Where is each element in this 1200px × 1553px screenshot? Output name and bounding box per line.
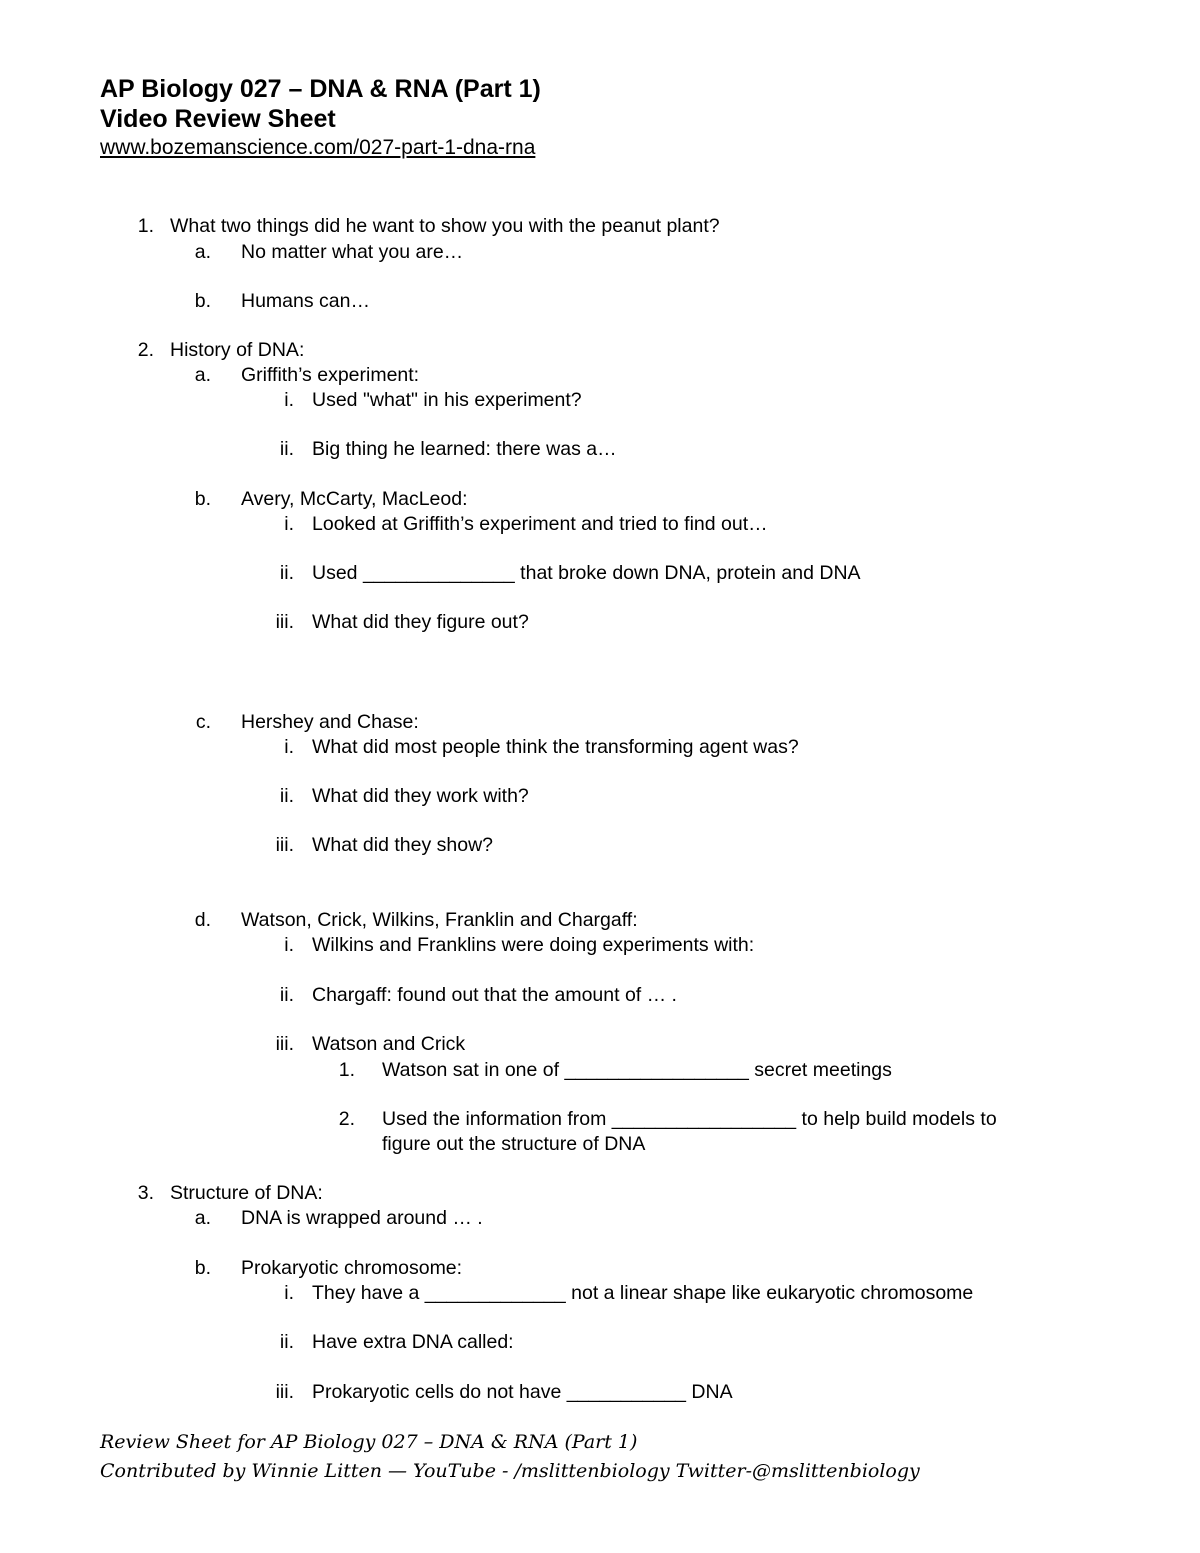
question-2d-ii: ii. Chargaff: found out that the amount of … .: [279, 984, 677, 1006]
question-3b-iii: iii. Prokaryotic cells do not have ___________ DNA: [275, 1381, 733, 1403]
footer-line-1: Review Sheet for AP Biology 027 – DNA & RNA (Part 1): [100, 1431, 638, 1453]
question-2d-iii-1: 1. Watson sat in one of _________________ secret meetings: [338, 1059, 892, 1081]
question-2c-iii: iii. What did they show?: [275, 834, 494, 856]
question-1b: b. Humans can…: [194, 290, 370, 312]
page-subtitle: Video Review Sheet: [100, 105, 336, 133]
question-2b: b. Avery, McCarty, MacLeod:: [194, 488, 468, 510]
question-2c-ii: ii. What did they work with?: [279, 785, 529, 807]
question-2b-iii: iii. What did they figure out?: [275, 611, 529, 633]
question-2d-i: i. Wilkins and Franklins were doing experiments with:: [284, 934, 755, 956]
question-2b-ii: ii. Used ______________ that broke down DNA, protein and DNA: [279, 562, 861, 584]
question-2c: c. Hershey and Chase:: [195, 711, 419, 733]
question-3a: a. DNA is wrapped around … .: [194, 1207, 483, 1229]
source-link[interactable]: www.bozemanscience.com/027-part-1-dna-rna: [100, 136, 536, 159]
question-2d-iii-2: 2. Used the information from _________________ to help build models to: [338, 1108, 997, 1130]
question-3b-i: i. They have a _____________ not a linear shape like eukaryotic chromosome: [284, 1282, 974, 1304]
page-title: AP Biology 027 – DNA & RNA (Part 1): [100, 75, 541, 103]
question-2b-i: i. Looked at Griffith’s experiment and tried to find out…: [284, 513, 768, 535]
question-3: 3. Structure of DNA:: [137, 1182, 323, 1204]
question-2d-iii-2-continued: figure out the structure of DNA: [382, 1133, 646, 1155]
question-2a-i: i. Used "what" in his experiment?: [284, 389, 582, 411]
question-1a: a. No matter what you are…: [194, 241, 464, 263]
question-3b-ii: ii. Have extra DNA called:: [279, 1331, 514, 1353]
question-1: 1. What two things did he want to show you with the peanut plant?: [137, 215, 720, 237]
question-2d: d. Watson, Crick, Wilkins, Franklin and Chargaff:: [194, 909, 638, 931]
question-2a-ii: ii. Big thing he learned: there was a…: [279, 438, 617, 460]
question-2: 2. History of DNA:: [137, 339, 305, 361]
question-3b: b. Prokaryotic chromosome:: [194, 1257, 463, 1279]
question-2c-i: i. What did most people think the transforming agent was?: [284, 736, 799, 758]
question-2a: a. Griffith’s experiment:: [194, 364, 420, 386]
footer-line-2: Contributed by Winnie Litten — YouTube - /mslittenbiology Twitter-@mslittenbiology: [100, 1460, 920, 1482]
question-2d-iii: iii. Watson and Crick: [275, 1033, 466, 1055]
